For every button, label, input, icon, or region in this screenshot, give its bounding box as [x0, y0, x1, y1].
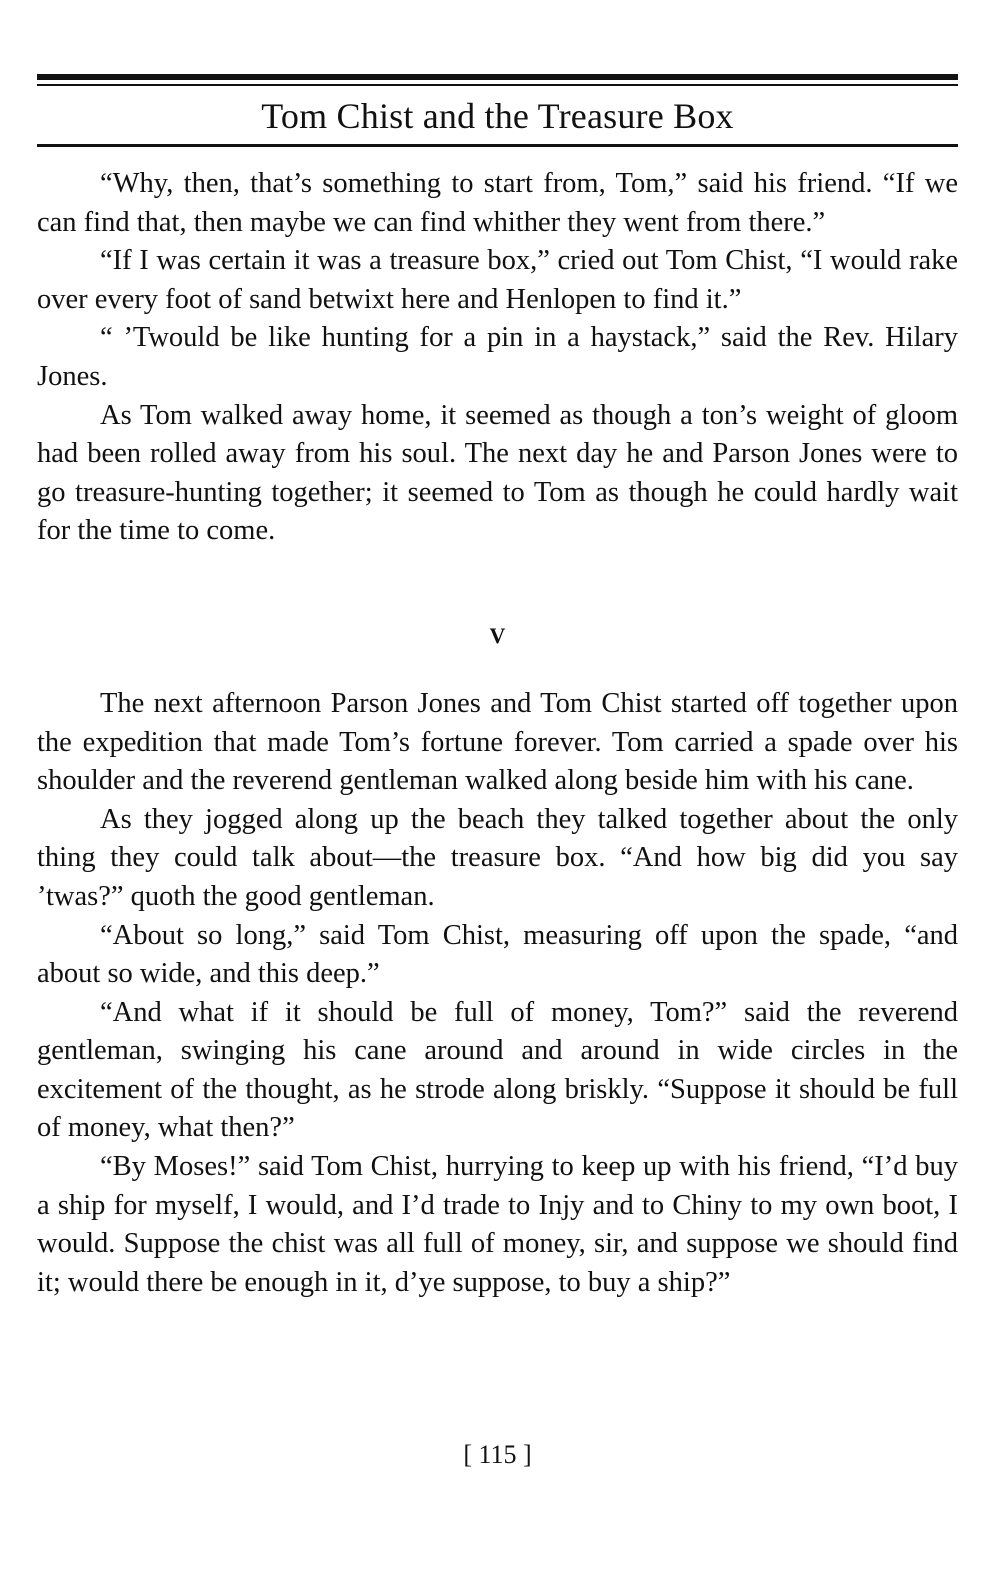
- paragraph: As Tom walked away home, it seemed as though a ton’s weight of gloom had been rolled away from his soul. The next day he and Parson Jones were to go treasure-hunting together; it seemed to Tom as though he could hardly wait for the time to come.: [37, 399, 958, 547]
- paragraph: “About so long,” said Tom Chist, measuring off upon the spade, “and about so wide, and this deep.”: [37, 919, 958, 990]
- book-page: [37, 74, 958, 1469]
- running-head: Tom Chist and the Treasure Box: [261, 96, 734, 136]
- paragraph: “If I was certain it was a treasure box,” cried out Tom Chist, “I would rake over every foot of sand betwixt here and Henlopen to find it.”: [37, 245, 958, 315]
- page-number: [ 115 ]: [463, 1440, 532, 1469]
- paragraph: As they jogged along up the beach they talked together about the only thing they could talk about—the treasure box. “And how big did you say ’twas?” quoth the good gentleman.: [37, 803, 958, 912]
- paragraph: “ ’Twould be like hunting for a pin in a haystack,” said the Rev. Hilary Jones.: [37, 322, 958, 392]
- paragraph: “Why, then, that’s something to start from, Tom,” said his friend. “If we can find that, then maybe we can find whither they went from there.”: [37, 168, 958, 238]
- paragraph: The next afternoon Parson Jones and Tom Chist started off together upon the expedition that made Tom’s fortune forever. Tom carried a spade over his shoulder and the reverend gentleman walked along beside him with his cane.: [37, 687, 958, 797]
- paragraph: “And what if it should be full of money, Tom?” said the reverend gentleman, swinging his cane around and around in wide circles in the excitement of the thought, as he strode along briskly. “Suppose it should be full of money, what then?”: [37, 996, 958, 1144]
- header-rule-thick: [37, 74, 958, 80]
- body-text: [37, 165, 958, 1302]
- section-numeral: V: [489, 622, 506, 648]
- header-rule-bottom: [37, 144, 958, 147]
- paragraph: “By Moses!” said Tom Chist, hurrying to keep up with his friend, “I’d buy a ship for myself, I would, and I’d trade to Injy and to Chiny to my own boot, I would. Suppose the chist was all full of money, sir, and suppose we should find it; would there be enough in it, d’ye suppose, to buy a ship?”: [37, 1151, 958, 1298]
